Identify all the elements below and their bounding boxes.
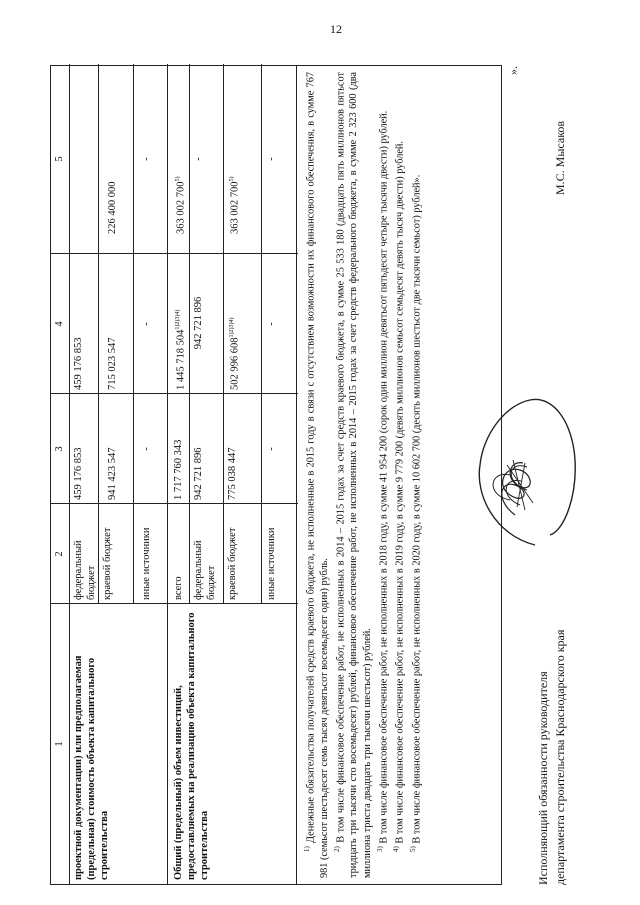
row2-c5-other: - <box>266 157 277 161</box>
row1-c5-regional: 226 400 000 <box>107 181 118 234</box>
investment-table <box>50 65 297 885</box>
row2-source-total: всего <box>173 576 184 600</box>
row1-source-other: иные источники <box>141 527 152 600</box>
header-col-4: 4 <box>54 321 65 327</box>
row2-c3-other: - <box>266 447 277 451</box>
row2-source-federal: федеральный бюджет <box>193 540 217 600</box>
signature-position-line2: департамента строительства Краснодарского края <box>553 629 567 885</box>
header-col-2: 2 <box>54 551 65 557</box>
row2-c4-total: 1 445 718 $504^{1)2)3)4)}$ <box>175 309 187 390</box>
row2-c5-total: 363 002 700$^{5)}$ <box>175 176 187 234</box>
row1-c5-other: - <box>141 157 152 161</box>
row2-c3-regional: 775 038 447 <box>227 447 238 500</box>
row1-c4-regional: 715 023 547 <box>107 337 118 390</box>
footnote-2: $^{2)}$ В том числе финансовое обеспечение работ, не исполненных в 2014 – 2015 годах за счет средств краевого бюджета, в сумме 25 533 180 (двадцать пять миллионов пятьсот тридцать три тысячи сто восемьдесят) рублей, финансовое обеспечение работ, не исполненных в 2014 – 2015 годах за счет средств федерального бюджета, в сумме 2 323 600 (два миллиона триста двадцать три тысячи шестьсот) рублей. <box>332 72 373 878</box>
footnote-3: $^{3)}$ В том числе финансовое обеспечение работ, не исполненных в 2018 году, в сумме 41 954 200 (сорок один миллион девятьсот пятьдесят четыре тысячи двести) рублей. <box>375 110 390 852</box>
header-col-1: 1 <box>54 741 65 747</box>
signature-name: М.С. Мысаков <box>553 120 567 195</box>
row2-source-other: иные источники <box>266 527 277 600</box>
row2-source-regional: краевой бюджет <box>227 527 238 600</box>
row1-c3-regional: 941 423 547 <box>107 447 118 500</box>
row1-c3-federal: 459 176 853 <box>73 447 84 500</box>
row2-c4-regional: 502 996 $608^{1)2)3)4)}$ <box>229 317 241 390</box>
row1-c3-other: - <box>141 447 152 451</box>
row2-c3-federal: 942 721 896 <box>193 447 204 500</box>
row1-source-regional: краевой бюджет <box>102 527 113 600</box>
row2-c5-federal: - <box>193 157 204 161</box>
row2-c3-total: 1 717 760 343 <box>173 439 184 500</box>
header-col-5: 5 <box>54 156 65 162</box>
row2-c5-regional: 363 002 700$^{5)}$ <box>229 176 241 234</box>
row2-c4-other: - <box>266 322 277 326</box>
closing-quote: ». <box>506 66 520 75</box>
footnote-4: $^{4)}$ В том числе финансовое обеспечение работ, не исполненных в 2019 году, в сумме 9 779 200 (девять миллионов семьсот семьдесят девять тысяч двести) рублей. <box>392 141 406 852</box>
row2-c4-federal: 942 721 896 <box>193 296 204 350</box>
handwritten-signature <box>455 385 585 555</box>
signature-position-line1: Исполняющий обязанности руководителя <box>536 671 550 885</box>
rotated-page-content <box>50 45 590 885</box>
footnote-5: $^{5)}$ В том числе финансовое обеспечение работ, не исполненных в 2020 году, в сумме 10 602 700 (десять миллионов шестьсот две тысячи семьсот) рублей». <box>409 174 423 852</box>
page-number: 12 <box>330 22 342 36</box>
row1-label: проектной документации) или предполагаемая (предельная) стоимость объекта капитального строительства <box>73 655 110 880</box>
row1-c4-federal: 459 176 853 <box>73 337 84 390</box>
footnote-1: $^{1)}$ Денежные обязательства получателей средств краевого бюджета, не исполненные в 2015 году в связи с отсутствием возможности их финансового обеспечения, в сумме 767 981 (семьсот шестьдесят семь тысяч девятьсот восемьдесят один) рубль. <box>303 71 330 878</box>
row1-c4-other: - <box>141 322 152 326</box>
row1-source-federal: федеральный бюджет <box>73 540 97 600</box>
row2-label: Общий (предельный) объем инвестиций, предоставляемых на реализацию объекта капитального строительства <box>173 612 210 880</box>
header-col-3: 3 <box>54 446 65 452</box>
